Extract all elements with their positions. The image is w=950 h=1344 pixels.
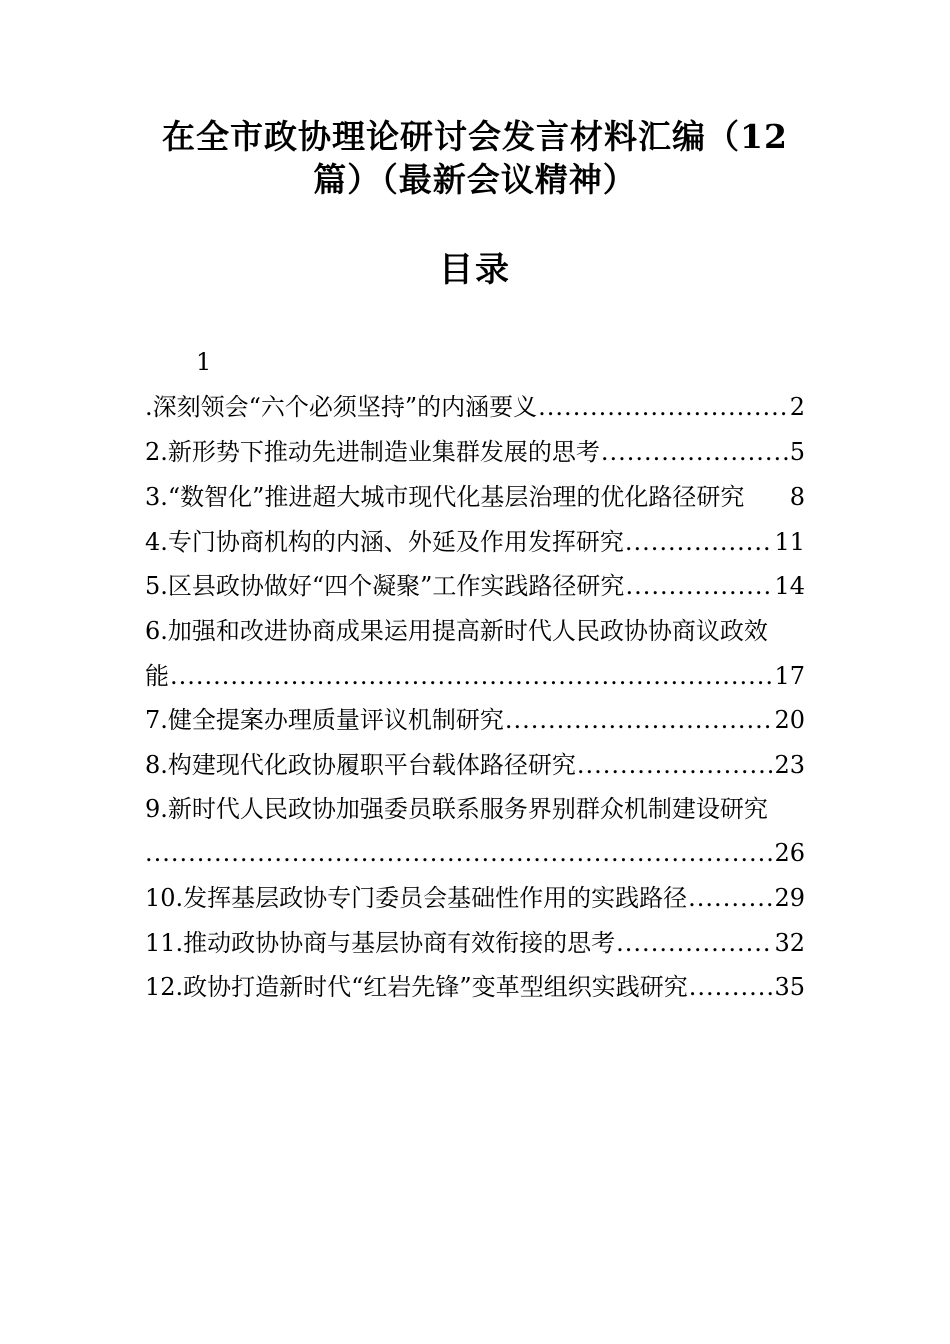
- toc-entry-title: 11.推动政协协商与基层协商有效衔接的思考: [145, 929, 616, 957]
- toc-entry-6[interactable]: [145, 614, 805, 648]
- toc-entry-10[interactable]: [145, 881, 805, 915]
- toc-entry-12[interactable]: [145, 970, 805, 1004]
- toc-leader-dots: [689, 970, 774, 1004]
- toc-entry-page: 8: [789, 483, 805, 511]
- toc-entry-6-continued[interactable]: [145, 659, 805, 693]
- toc-entry-page: 32: [774, 929, 805, 957]
- toc-leader-dots: [625, 569, 773, 603]
- toc-entry-title: 3.“数智化”推进超大城市现代化基层治理的优化路径研究: [145, 483, 745, 511]
- toc-leader-dots: [538, 390, 789, 424]
- toc-entry-page: 11: [774, 528, 805, 556]
- toc-entry-title: 5.区县政协做好“四个凝聚”工作实践路径研究: [145, 572, 625, 600]
- toc-entry-title: 7.健全提案办理质量评议机制研究: [145, 706, 504, 734]
- toc-entry-title: .深刻领会“六个必须坚持”的内涵要义: [145, 393, 538, 421]
- toc-entry-title: 6.加强和改进协商成果运用提高新时代人民政协协商议政效: [145, 617, 768, 645]
- toc-entry-8[interactable]: [145, 748, 805, 782]
- toc-entry-title: 4.专门协商机构的内涵、外延及作用发挥研究: [145, 528, 624, 556]
- document-title-line-2: 篇）（最新会议精神）: [313, 160, 637, 199]
- toc-entry-title: 9.新时代人民政协加强委员联系服务界别群众机制建设研究: [145, 795, 768, 823]
- toc-entry-title: 12.政协打造新时代“红岩先锋”变革型组织实践研究: [145, 973, 688, 1001]
- toc-entry-page: 14: [774, 572, 805, 600]
- document-title-line-1: 在全市政协理论研讨会发言材料汇编（12: [162, 117, 788, 156]
- toc-entry-title: 10.发挥基层政协专门委员会基础性作用的实践路径: [145, 884, 688, 912]
- toc-leader-dots: [170, 659, 773, 693]
- toc-entry-page: 2: [789, 393, 805, 421]
- toc-entry-9-continued[interactable]: [145, 836, 805, 870]
- toc-leader-dots: [577, 748, 774, 782]
- toc-heading: 目录: [439, 250, 511, 290]
- toc-entry-title-continued: 能: [145, 662, 169, 690]
- toc-entry-page: 20: [774, 706, 805, 734]
- toc-leader-dots: [616, 926, 773, 960]
- toc-entry-title: 8.构建现代化政协履职平台载体路径研究: [145, 751, 576, 779]
- toc-entry-7[interactable]: [145, 703, 805, 737]
- toc-leader-dots: [145, 836, 773, 870]
- toc-entry-page: 5: [789, 438, 805, 466]
- toc-entry-page: 35: [774, 973, 805, 1001]
- toc-entry-11[interactable]: [145, 926, 805, 960]
- toc-entry-page: 26: [774, 839, 805, 867]
- toc-entry-3[interactable]: [145, 480, 805, 514]
- toc-leader-dots: [505, 703, 774, 737]
- toc-entry-5[interactable]: [145, 569, 805, 603]
- toc-leader-dots: [688, 881, 773, 915]
- toc-entry-title: 2.新形势下推动先进制造业集群发展的思考: [145, 438, 600, 466]
- toc-entry-page: 23: [774, 751, 805, 779]
- toc-leader-dots: [625, 525, 774, 559]
- toc-entry-2[interactable]: [145, 435, 805, 469]
- toc-entry-page: 17: [774, 662, 805, 690]
- toc-leader-dots: [601, 435, 789, 469]
- toc-entry-1[interactable]: [145, 390, 805, 424]
- toc-entry-page: 29: [774, 884, 805, 912]
- toc-entry-1-number: 1: [196, 348, 212, 376]
- toc-entry-4[interactable]: [145, 525, 805, 559]
- toc-entry-9[interactable]: [145, 792, 805, 826]
